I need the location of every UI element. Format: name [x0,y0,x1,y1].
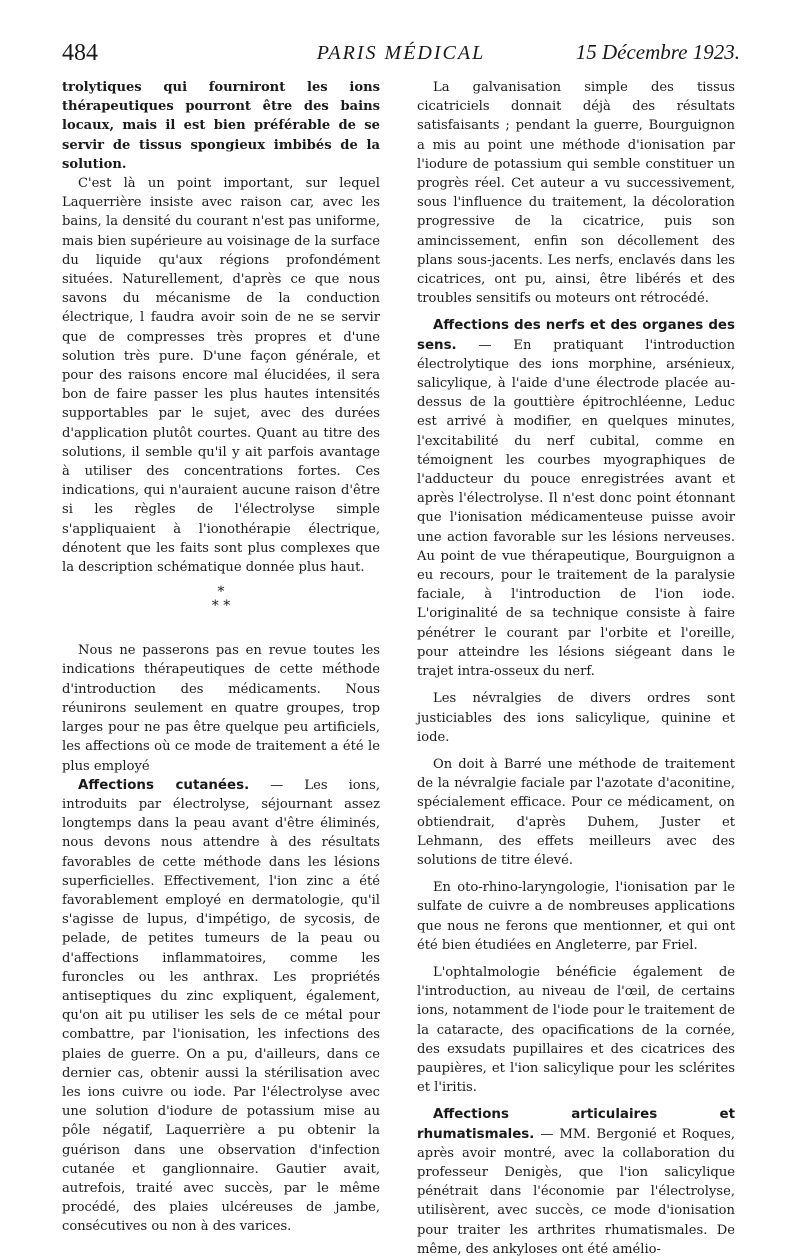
page-number: 484 [62,40,98,66]
paragraph-nevralgies: Les névralgies de divers ordres sont justiciables des ions salicylique, quinine et iode. [417,691,735,745]
paragraph-indications: Nous ne passerons pas en revue toutes les indications thérapeutiques de cette méthode d'introduction des médicaments. Nous réunirons seulement en quatre groupes, trop larges pour ne pas être quelque peu artificiels, les affections où ce mode de traitement a été le plus employé [62,643,380,774]
section-cutaneous [62,776,380,1237]
heading-articular: Affections articulaires et rhumatismales. [417,1107,735,1142]
section-nerves [417,316,735,681]
asterism-bottom: * * [211,598,231,615]
heading-cutaneous: Affections cutanées. [78,777,250,793]
journal-title: PARIS MÉDICAL [316,42,486,64]
asterism-top: * [217,584,225,601]
heading-nerves: Affections des nerfs et des organes des sens. [417,318,735,353]
paragraph-barre: On doit à Barré une méthode de traitement de la névralgie faciale par l'azotate d'aconitine, spécialement efficace. Pour ce médicament, on obtiendrait, d'après Duhem, Juster et Lehmann, des effets meilleurs avec des solutions de titre élevé. [417,756,735,868]
paragraph-laquerriere: C'est là un point important, sur lequel Laquerrière insiste avec raison car, avec les bains, la densité du courant n'est pas uniforme, mais bien supérieure au voisinage de la surface du liquide qu'aux régions profondément situées. Naturellement, d'après ce que nous savons du mécanisme de la conduction électrique, l faudra avoir soin de ne se servir que de compresses très propres et d'une solution très pure. D'une façon générale, et pour des raisons encore mal élucidées, il sera bon de faire passer les plus hautes intensités supportables par le sujet, avec des durées d'application plutôt courtes. Quant au titre des solutions, il semble qu'il y ait parfois avantage à utiliser des concentrations fortes. Ces indications, qui n'auraient aucune raison d'être si les règles de l'électrolyse simple s'appliquaient à l'ionothérapie électrique, dénotent que les faits sont plus complexes que la description schématique donnée plus haut. [62,176,380,576]
paragraph-ophtalmologie: L'ophtalmologie bénéficie également de l'introduction, au niveau de l'œil, de certains ions, notamment de l'iode pour le traitement de la cataracte, des opacifications de la cornée, des exsudats pupillaires et des cicatrices des paupières, et l'ion salicylique pour les sclérites et l'iritis. [417,964,735,1096]
section-cutaneous-text: — Les ions, introduits par électrolyse, séjournant assez longtemps dans la peau avant d'être éliminés, nous devons nous attendre à des résultats favorables de cette méthode dans les lésions superficielles. Effectivement, l'ion zinc a été favorablement employé en dermatologie, qu'il s'agisse de lupus, d'impétigo, de sycosis, de pelade, de petites tumeurs de la peau ou d'affections inflammatoires, comme les furoncles ou les anthrax. Les propriétés antiseptiques du zinc expliquent, également, qu'on ait pu utiliser les sels de ce métal pour combattre, par l'ionisation, les infections des plaies de guerre. On a pu, d'ailleurs, dans ce dernier cas, obtenir aussi la stérilisation avec les ions cuivre ou iode. Par l'électrolyse avec une solution d'iodure de potassium mise au pôle négatif, Laquerrière a pu obtenir la guérison dans une observation d'infection cutanée et ganglionnaire. Gautier avait, autrefois, traité avec succès, par le même procédé, des plaies ulcéreuses de jambe, consécutives ou non à des varices. [62,777,380,1235]
issue-date: 15 Décembre 1923. [575,40,740,64]
left-column [62,78,380,1237]
section-articular [417,1105,735,1259]
asterism-separator [62,585,380,629]
section-nerves-text: — En pratiquant l'introduction électrolytique des ions morphine, arsénieux, salicylique, à l'aide d'une électrode placée au-dessus de la gouttière épitrochléenne, Leduc est arrivé à modifier, en quelques minutes, l'excitabilité du nerf cubital, comme en témoignent les courbes myographiques de l'adducteur du pouce enregistrées avant et après l'électrolyse. Il n'est donc point étonnant que l'ionisation médicamenteuse puisse avoir une action favorable sur les lésions nerveuses. Au point de vue thérapeutique, Bourguignon a eu recours, pour le traitement de la paralysie faciale, à l'introduction de l'ion iode. L'originalité de sa technique consiste à faire pénétrer le courant par l'orbite et l'oreille, pour atteindre les lésions siégeant dans le trajet intra-osseux du nerf. [417,337,735,680]
paragraph-orl: En oto-rhino-laryngologie, l'ionisation par le sulfate de cuivre a de nombreuses applications que nous ne ferons que mentionner, et qui ont été bien étudiées en Angleterre, par Friel. [417,880,735,953]
right-column [417,78,735,1259]
section-articular-text: — MM. Bergonié et Roques, après avoir montré, avec la collaboration du professeur Denigès, que l'ion salicylique pénétrait dans l'économie par l'électrolyse, utilisèrent, avec succès, ce mode d'ionisation pour traiter les arthrites rhumatismales. De même, des ankyloses ont été amélio- [417,1126,735,1257]
page-header [62,40,740,74]
paragraph-galvanisation: La galvanisation simple des tissus cicatriciels donnait déjà des résultats satisfaisants ; pendant la guerre, Bourguignon a mis au point une méthode d'ionisation par l'iodure de potassium qui semble constituer un progrès réel. Cet auteur a vu successivement, sous l'influence du traitement, la décoloration progressive de la cicatrice, puis son amincissement, enfin son décollement des plans sous-jacents. Les nerfs, enclavés dans les cicatrices, ont pu, ainsi, être libérés et des troubles sensitifs ou moteurs ont rétrocédé. [417,80,735,307]
paragraph-continuation: trolytiques qui fourniront les ions thérapeutiques pourront être des bains locaux, mais il est bien préférable de se servir de tissus spongieux imbibés de la solution. [62,80,380,172]
